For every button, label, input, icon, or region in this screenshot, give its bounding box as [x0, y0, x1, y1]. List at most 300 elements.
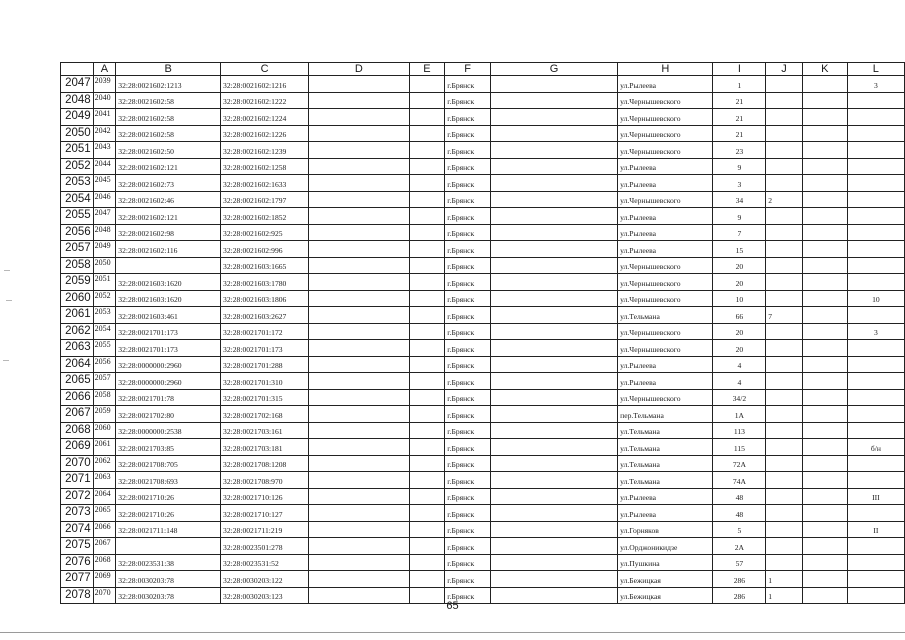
- cell-l[interactable]: [847, 554, 904, 571]
- cell-f[interactable]: г.Брянск: [445, 373, 491, 390]
- cell-b[interactable]: 32:28:0021603:1620: [116, 290, 221, 307]
- cell-c[interactable]: 32:28:0030203:123: [221, 587, 309, 604]
- cell-l[interactable]: [847, 125, 904, 142]
- cell-a[interactable]: 2051: [93, 274, 116, 291]
- cell-i[interactable]: 48: [713, 488, 766, 505]
- cell-d[interactable]: [309, 92, 409, 109]
- row-number[interactable]: 2048: [61, 92, 94, 109]
- cell-j[interactable]: [766, 422, 803, 439]
- cell-j[interactable]: [766, 241, 803, 258]
- cell-d[interactable]: [309, 241, 409, 258]
- row-number[interactable]: 2051: [61, 142, 94, 159]
- cell-b[interactable]: 32:28:0000000:2960: [116, 356, 221, 373]
- cell-c[interactable]: 32:28:0021602:1226: [221, 125, 309, 142]
- cell-h[interactable]: ул.Тельмана: [618, 472, 713, 489]
- row-number[interactable]: 2074: [61, 521, 94, 538]
- cell-b[interactable]: 32:28:0021603:461: [116, 307, 221, 324]
- cell-i[interactable]: 72А: [713, 455, 766, 472]
- cell-k[interactable]: [802, 109, 847, 126]
- row-number[interactable]: 2067: [61, 406, 94, 423]
- cell-d[interactable]: [309, 472, 409, 489]
- cell-h[interactable]: ул.Чернышевского: [618, 109, 713, 126]
- cell-j[interactable]: [766, 406, 803, 423]
- cell-b[interactable]: 32:28:0021701:173: [116, 323, 221, 340]
- cell-c[interactable]: 32:28:0021701:173: [221, 340, 309, 357]
- row-number[interactable]: 2056: [61, 224, 94, 241]
- cell-l[interactable]: [847, 406, 904, 423]
- cell-g[interactable]: [490, 505, 617, 522]
- cell-g[interactable]: [490, 257, 617, 274]
- cell-c[interactable]: 32:28:0021602:1239: [221, 142, 309, 159]
- cell-i[interactable]: 15: [713, 241, 766, 258]
- row-number[interactable]: 2060: [61, 290, 94, 307]
- cell-e[interactable]: [409, 290, 445, 307]
- cell-b[interactable]: 32:28:0021702:80: [116, 406, 221, 423]
- cell-f[interactable]: г.Брянск: [445, 307, 491, 324]
- cell-f[interactable]: г.Брянск: [445, 257, 491, 274]
- cell-k[interactable]: [802, 406, 847, 423]
- cell-j[interactable]: 2: [766, 191, 803, 208]
- cell-e[interactable]: [409, 340, 445, 357]
- cell-h[interactable]: ул.Чернышевского: [618, 92, 713, 109]
- cell-g[interactable]: [490, 554, 617, 571]
- cell-i[interactable]: 20: [713, 257, 766, 274]
- cell-f[interactable]: г.Брянск: [445, 158, 491, 175]
- cell-k[interactable]: [802, 241, 847, 258]
- cell-a[interactable]: 2060: [93, 422, 116, 439]
- cell-e[interactable]: [409, 208, 445, 225]
- cell-f[interactable]: г.Брянск: [445, 76, 491, 93]
- row-number[interactable]: 2064: [61, 356, 94, 373]
- cell-k[interactable]: [802, 521, 847, 538]
- cell-g[interactable]: [490, 356, 617, 373]
- cell-d[interactable]: [309, 439, 409, 456]
- cell-h[interactable]: ул.Рылеева: [618, 224, 713, 241]
- cell-a[interactable]: 2056: [93, 356, 116, 373]
- row-number[interactable]: 2053: [61, 175, 94, 192]
- cell-b[interactable]: 32:28:0021602:58: [116, 109, 221, 126]
- cell-f[interactable]: г.Брянск: [445, 290, 491, 307]
- cell-b[interactable]: 32:28:0021701:78: [116, 389, 221, 406]
- cell-c[interactable]: 32:28:0021710:126: [221, 488, 309, 505]
- cell-l[interactable]: [847, 538, 904, 555]
- cell-b[interactable]: 32:28:0021603:1620: [116, 274, 221, 291]
- cell-k[interactable]: [802, 505, 847, 522]
- cell-k[interactable]: [802, 554, 847, 571]
- cell-e[interactable]: [409, 439, 445, 456]
- cell-l[interactable]: 10: [847, 290, 904, 307]
- cell-g[interactable]: [490, 538, 617, 555]
- cell-f[interactable]: г.Брянск: [445, 274, 491, 291]
- cell-i[interactable]: 20: [713, 323, 766, 340]
- cell-l[interactable]: [847, 191, 904, 208]
- cell-c[interactable]: 32:28:0021708:1208: [221, 455, 309, 472]
- cell-j[interactable]: [766, 76, 803, 93]
- cell-b[interactable]: 32:28:0021602:58: [116, 125, 221, 142]
- cell-a[interactable]: 2062: [93, 455, 116, 472]
- cell-f[interactable]: г.Брянск: [445, 389, 491, 406]
- row-number[interactable]: 2066: [61, 389, 94, 406]
- cell-i[interactable]: 4: [713, 356, 766, 373]
- cell-e[interactable]: [409, 373, 445, 390]
- column-header-i[interactable]: I: [713, 63, 766, 76]
- cell-e[interactable]: [409, 521, 445, 538]
- cell-e[interactable]: [409, 389, 445, 406]
- cell-b[interactable]: 32:28:0021602:58: [116, 92, 221, 109]
- cell-c[interactable]: 32:28:0021701:288: [221, 356, 309, 373]
- cell-g[interactable]: [490, 439, 617, 456]
- cell-k[interactable]: [802, 488, 847, 505]
- cell-i[interactable]: 5: [713, 521, 766, 538]
- cell-j[interactable]: [766, 505, 803, 522]
- cell-j[interactable]: [766, 323, 803, 340]
- cell-d[interactable]: [309, 290, 409, 307]
- cell-b[interactable]: 32:28:0000000:2960: [116, 373, 221, 390]
- row-number[interactable]: 2063: [61, 340, 94, 357]
- cell-b[interactable]: 32:28:0021602:121: [116, 208, 221, 225]
- cell-f[interactable]: г.Брянск: [445, 472, 491, 489]
- row-number[interactable]: 2058: [61, 257, 94, 274]
- row-number[interactable]: 2077: [61, 571, 94, 588]
- cell-l[interactable]: [847, 455, 904, 472]
- cell-i[interactable]: 74А: [713, 472, 766, 489]
- cell-h[interactable]: ул.Рылеева: [618, 505, 713, 522]
- cell-d[interactable]: [309, 488, 409, 505]
- cell-f[interactable]: г.Брянск: [445, 439, 491, 456]
- column-header-d[interactable]: D: [309, 63, 409, 76]
- cell-j[interactable]: [766, 340, 803, 357]
- cell-g[interactable]: [490, 191, 617, 208]
- cell-j[interactable]: [766, 274, 803, 291]
- cell-b[interactable]: 32:28:0021602:98: [116, 224, 221, 241]
- cell-e[interactable]: [409, 455, 445, 472]
- cell-g[interactable]: [490, 307, 617, 324]
- cell-c[interactable]: 32:28:0023531:52: [221, 554, 309, 571]
- cell-a[interactable]: 2064: [93, 488, 116, 505]
- cell-c[interactable]: 32:28:0021708:970: [221, 472, 309, 489]
- cell-l[interactable]: [847, 208, 904, 225]
- cell-e[interactable]: [409, 241, 445, 258]
- cell-g[interactable]: [490, 323, 617, 340]
- cell-d[interactable]: [309, 307, 409, 324]
- cell-e[interactable]: [409, 406, 445, 423]
- row-number[interactable]: 2049: [61, 109, 94, 126]
- cell-j[interactable]: [766, 257, 803, 274]
- cell-d[interactable]: [309, 109, 409, 126]
- cell-k[interactable]: [802, 307, 847, 324]
- cell-h[interactable]: ул.Тельмана: [618, 307, 713, 324]
- cell-a[interactable]: 2058: [93, 389, 116, 406]
- cell-c[interactable]: 32:28:0021602:1797: [221, 191, 309, 208]
- cell-g[interactable]: [490, 373, 617, 390]
- cell-f[interactable]: г.Брянск: [445, 92, 491, 109]
- row-number[interactable]: 2057: [61, 241, 94, 258]
- cell-f[interactable]: г.Брянск: [445, 571, 491, 588]
- cell-k[interactable]: [802, 208, 847, 225]
- cell-a[interactable]: 2041: [93, 109, 116, 126]
- cell-h[interactable]: ул.Рылеева: [618, 175, 713, 192]
- cell-b[interactable]: 32:28:0021602:121: [116, 158, 221, 175]
- cell-c[interactable]: 32:28:0030203:122: [221, 571, 309, 588]
- cell-c[interactable]: 32:28:0021602:1216: [221, 76, 309, 93]
- cell-d[interactable]: [309, 208, 409, 225]
- cell-k[interactable]: [802, 455, 847, 472]
- row-number[interactable]: 2073: [61, 505, 94, 522]
- cell-h[interactable]: ул.Рылеева: [618, 76, 713, 93]
- column-header-a[interactable]: A: [93, 63, 116, 76]
- cell-k[interactable]: [802, 439, 847, 456]
- cell-f[interactable]: г.Брянск: [445, 323, 491, 340]
- cell-c[interactable]: 32:28:0021602:1852: [221, 208, 309, 225]
- cell-g[interactable]: [490, 290, 617, 307]
- cell-i[interactable]: 21: [713, 109, 766, 126]
- row-number[interactable]: 2059: [61, 274, 94, 291]
- cell-b[interactable]: 32:28:0021602:1213: [116, 76, 221, 93]
- row-number[interactable]: 2076: [61, 554, 94, 571]
- cell-f[interactable]: г.Брянск: [445, 521, 491, 538]
- cell-f[interactable]: г.Брянск: [445, 538, 491, 555]
- cell-h[interactable]: ул.Рылеева: [618, 158, 713, 175]
- cell-h[interactable]: ул.Чернышевского: [618, 340, 713, 357]
- cell-f[interactable]: г.Брянск: [445, 208, 491, 225]
- cell-j[interactable]: 7: [766, 307, 803, 324]
- cell-a[interactable]: 2068: [93, 554, 116, 571]
- cell-a[interactable]: 2046: [93, 191, 116, 208]
- cell-d[interactable]: [309, 340, 409, 357]
- cell-j[interactable]: [766, 554, 803, 571]
- cell-e[interactable]: [409, 538, 445, 555]
- cell-a[interactable]: 2070: [93, 587, 116, 604]
- cell-b[interactable]: 32:28:0021602:46: [116, 191, 221, 208]
- cell-e[interactable]: [409, 76, 445, 93]
- cell-k[interactable]: [802, 356, 847, 373]
- cell-f[interactable]: г.Брянск: [445, 455, 491, 472]
- cell-c[interactable]: 32:28:0021602:1633: [221, 175, 309, 192]
- cell-d[interactable]: [309, 323, 409, 340]
- cell-a[interactable]: 2053: [93, 307, 116, 324]
- cell-g[interactable]: [490, 175, 617, 192]
- cell-l[interactable]: [847, 340, 904, 357]
- cell-f[interactable]: г.Брянск: [445, 109, 491, 126]
- cell-e[interactable]: [409, 356, 445, 373]
- cell-c[interactable]: 32:28:0021603:1806: [221, 290, 309, 307]
- cell-l[interactable]: [847, 505, 904, 522]
- cell-c[interactable]: 32:28:0021603:1665: [221, 257, 309, 274]
- cell-l[interactable]: [847, 109, 904, 126]
- cell-i[interactable]: 34: [713, 191, 766, 208]
- cell-j[interactable]: [766, 472, 803, 489]
- cell-b[interactable]: 32:28:0023531:38: [116, 554, 221, 571]
- cell-i[interactable]: 4: [713, 373, 766, 390]
- row-number[interactable]: 2071: [61, 472, 94, 489]
- column-header-l[interactable]: L: [847, 63, 904, 76]
- cell-f[interactable]: г.Брянск: [445, 125, 491, 142]
- cell-e[interactable]: [409, 488, 445, 505]
- cell-i[interactable]: 2А: [713, 538, 766, 555]
- cell-d[interactable]: [309, 455, 409, 472]
- cell-h[interactable]: пер.Тельмана: [618, 406, 713, 423]
- cell-k[interactable]: [802, 571, 847, 588]
- cell-h[interactable]: ул.Рылеева: [618, 356, 713, 373]
- cell-b[interactable]: 32:28:0021703:85: [116, 439, 221, 456]
- cell-h[interactable]: ул.Рылеева: [618, 373, 713, 390]
- cell-k[interactable]: [802, 373, 847, 390]
- cell-d[interactable]: [309, 422, 409, 439]
- cell-l[interactable]: б/н: [847, 439, 904, 456]
- cell-f[interactable]: г.Брянск: [445, 142, 491, 159]
- cell-k[interactable]: [802, 274, 847, 291]
- row-number[interactable]: 2072: [61, 488, 94, 505]
- cell-a[interactable]: 2045: [93, 175, 116, 192]
- cell-e[interactable]: [409, 422, 445, 439]
- cell-b[interactable]: 32:28:0030203:78: [116, 587, 221, 604]
- cell-g[interactable]: [490, 340, 617, 357]
- cell-b[interactable]: 32:28:0021708:693: [116, 472, 221, 489]
- cell-d[interactable]: [309, 356, 409, 373]
- cell-i[interactable]: 9: [713, 158, 766, 175]
- row-number[interactable]: 2065: [61, 373, 94, 390]
- cell-k[interactable]: [802, 472, 847, 489]
- column-header-f[interactable]: F: [445, 63, 491, 76]
- cell-e[interactable]: [409, 109, 445, 126]
- cell-d[interactable]: [309, 538, 409, 555]
- cell-c[interactable]: 32:28:0021602:1224: [221, 109, 309, 126]
- cell-f[interactable]: г.Брянск: [445, 241, 491, 258]
- cell-j[interactable]: [766, 455, 803, 472]
- cell-l[interactable]: III: [847, 488, 904, 505]
- cell-c[interactable]: 32:28:0021710:127: [221, 505, 309, 522]
- row-number[interactable]: 2055: [61, 208, 94, 225]
- column-header-j[interactable]: J: [766, 63, 803, 76]
- cell-j[interactable]: [766, 109, 803, 126]
- cell-g[interactable]: [490, 142, 617, 159]
- cell-d[interactable]: [309, 505, 409, 522]
- cell-b[interactable]: 32:28:0021602:116: [116, 241, 221, 258]
- cell-e[interactable]: [409, 554, 445, 571]
- cell-j[interactable]: [766, 373, 803, 390]
- cell-f[interactable]: г.Брянск: [445, 406, 491, 423]
- row-number[interactable]: 2075: [61, 538, 94, 555]
- cell-a[interactable]: 2047: [93, 208, 116, 225]
- cell-l[interactable]: 3: [847, 323, 904, 340]
- cell-l[interactable]: [847, 274, 904, 291]
- cell-c[interactable]: 32:28:0021603:1780: [221, 274, 309, 291]
- cell-d[interactable]: [309, 571, 409, 588]
- cell-l[interactable]: 3: [847, 76, 904, 93]
- cell-i[interactable]: 34/2: [713, 389, 766, 406]
- cell-k[interactable]: [802, 257, 847, 274]
- cell-e[interactable]: [409, 323, 445, 340]
- cell-c[interactable]: 32:28:0021703:161: [221, 422, 309, 439]
- cell-l[interactable]: [847, 241, 904, 258]
- cell-f[interactable]: г.Брянск: [445, 340, 491, 357]
- cell-a[interactable]: 2055: [93, 340, 116, 357]
- cell-d[interactable]: [309, 406, 409, 423]
- column-header-e[interactable]: E: [409, 63, 445, 76]
- cell-i[interactable]: 21: [713, 92, 766, 109]
- cell-j[interactable]: [766, 175, 803, 192]
- cell-e[interactable]: [409, 191, 445, 208]
- row-number[interactable]: 2078: [61, 587, 94, 604]
- cell-a[interactable]: 2057: [93, 373, 116, 390]
- cell-i[interactable]: 21: [713, 125, 766, 142]
- cell-a[interactable]: 2050: [93, 257, 116, 274]
- cell-c[interactable]: 32:28:0021701:315: [221, 389, 309, 406]
- cell-j[interactable]: [766, 521, 803, 538]
- cell-d[interactable]: [309, 274, 409, 291]
- cell-d[interactable]: [309, 521, 409, 538]
- cell-j[interactable]: [766, 224, 803, 241]
- cell-g[interactable]: [490, 125, 617, 142]
- cell-h[interactable]: ул.Рылеева: [618, 208, 713, 225]
- cell-g[interactable]: [490, 208, 617, 225]
- cell-h[interactable]: ул.Горняков: [618, 521, 713, 538]
- cell-e[interactable]: [409, 307, 445, 324]
- cell-b[interactable]: 32:28:0021701:173: [116, 340, 221, 357]
- cell-h[interactable]: ул.Орджоникидзе: [618, 538, 713, 555]
- cell-b[interactable]: 32:28:0021602:50: [116, 142, 221, 159]
- row-number[interactable]: 2050: [61, 125, 94, 142]
- cell-a[interactable]: 2043: [93, 142, 116, 159]
- row-number[interactable]: 2068: [61, 422, 94, 439]
- cell-j[interactable]: [766, 290, 803, 307]
- cell-a[interactable]: 2063: [93, 472, 116, 489]
- row-number[interactable]: 2052: [61, 158, 94, 175]
- cell-d[interactable]: [309, 158, 409, 175]
- cell-a[interactable]: 2066: [93, 521, 116, 538]
- cell-h[interactable]: ул.Чернышевского: [618, 389, 713, 406]
- cell-i[interactable]: 115: [713, 439, 766, 456]
- cell-h[interactable]: ул.Чернышевского: [618, 290, 713, 307]
- cell-b[interactable]: 32:28:0021711:148: [116, 521, 221, 538]
- cell-i[interactable]: 23: [713, 142, 766, 159]
- cell-l[interactable]: [847, 224, 904, 241]
- cell-k[interactable]: [802, 158, 847, 175]
- cell-k[interactable]: [802, 76, 847, 93]
- column-header-k[interactable]: K: [802, 63, 847, 76]
- cell-a[interactable]: 2044: [93, 158, 116, 175]
- cell-l[interactable]: [847, 373, 904, 390]
- cell-j[interactable]: [766, 92, 803, 109]
- cell-c[interactable]: 32:28:0021701:310: [221, 373, 309, 390]
- row-number[interactable]: 2054: [61, 191, 94, 208]
- cell-j[interactable]: [766, 158, 803, 175]
- cell-d[interactable]: [309, 125, 409, 142]
- cell-f[interactable]: г.Брянск: [445, 505, 491, 522]
- cell-c[interactable]: 32:28:0023501:278: [221, 538, 309, 555]
- cell-i[interactable]: 10: [713, 290, 766, 307]
- cell-j[interactable]: 1: [766, 571, 803, 588]
- row-number[interactable]: 2061: [61, 307, 94, 324]
- cell-h[interactable]: ул.Чернышевского: [618, 125, 713, 142]
- cell-k[interactable]: [802, 389, 847, 406]
- cell-i[interactable]: 286: [713, 587, 766, 604]
- cell-l[interactable]: [847, 571, 904, 588]
- cell-h[interactable]: ул.Рылеева: [618, 488, 713, 505]
- cell-f[interactable]: г.Брянск: [445, 488, 491, 505]
- cell-j[interactable]: [766, 439, 803, 456]
- cell-c[interactable]: 32:28:0021602:1258: [221, 158, 309, 175]
- cell-i[interactable]: 3: [713, 175, 766, 192]
- cell-e[interactable]: [409, 274, 445, 291]
- cell-i[interactable]: 48: [713, 505, 766, 522]
- cell-b[interactable]: [116, 538, 221, 555]
- cell-h[interactable]: ул.Чернышевского: [618, 274, 713, 291]
- cell-e[interactable]: [409, 158, 445, 175]
- cell-g[interactable]: [490, 422, 617, 439]
- cell-j[interactable]: [766, 142, 803, 159]
- cell-h[interactable]: ул.Чернышевского: [618, 257, 713, 274]
